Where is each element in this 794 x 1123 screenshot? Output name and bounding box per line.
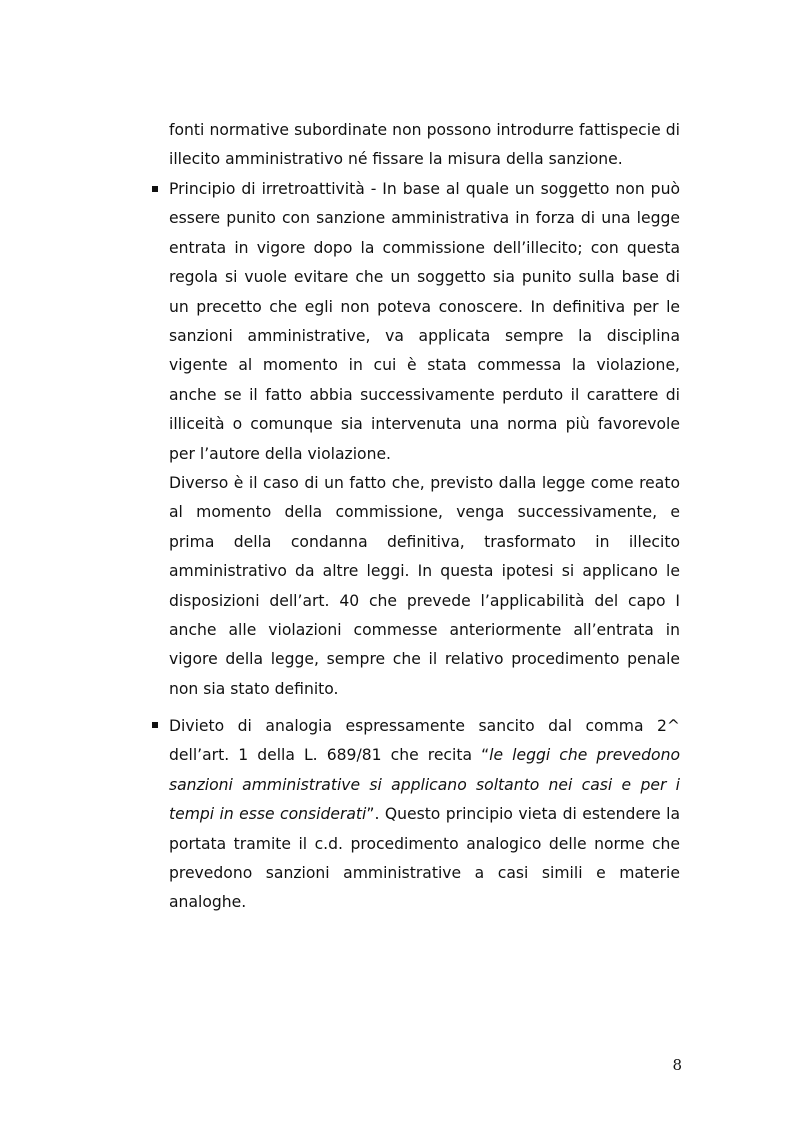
analogia-intro: Divieto di analogia espressamente sancito dal comma 2^ dell’art. 1 della L. 689/81 che recita “ <box>169 717 680 765</box>
bullet-square-icon <box>152 186 158 192</box>
page-number: 8 <box>672 1056 682 1074</box>
analogia-rest: ”. Questo principio vieta di estendere la portata tramite il c.d. procedimento analogico delle norme che prevedono sanzioni amministrative a casi simili e materie analoghe. <box>169 805 680 912</box>
bullet-analogia-text <box>169 712 680 918</box>
analogia-quote: le leggi che prevedono sanzioni amministrative si applicano soltanto nei casi e per i tempi in esse considerati <box>169 746 680 824</box>
continuation-paragraph: fonti normative subordinate non possono introdurre fattispecie di illecito amministrativo né fissare la misura della sanzione. <box>169 121 680 169</box>
bullet-irretroattivita-text: Principio di irretroattività - In base al quale un soggetto non può essere punito con sanzione amministrativa in forza di una legge entrata in vigore dopo la commissione dell’illecito; con questa regola si vuole evitare che un soggetto sia punito sulla base di un precetto che egli non poteva conoscere. In definitiva per le sanzioni amministrative, va applicata sempre la disciplina vigente al momento in cui è stata commessa la violazione, anche se il fatto abbia successivamente perduto il carattere di illiceità o comunque sia intervenuta una norma più favorevole per l’autore della violazione. <box>169 180 680 463</box>
diverso-paragraph: Diverso è il caso di un fatto che, previsto dalla legge come reato al momento della commissione, venga successivamente, e prima della condanna definitiva, trasformato in illecito amministrativo da altre leggi. In questa ipotesi si applicano le disposizioni dell’art. 40 che prevede l’applicabilità del capo I anche alle violazioni commesse anteriormente all’entrata in vigore della legge, sempre che il relativo procedimento penale non sia stato definito. <box>169 474 680 698</box>
bullet-square-icon <box>152 722 158 728</box>
